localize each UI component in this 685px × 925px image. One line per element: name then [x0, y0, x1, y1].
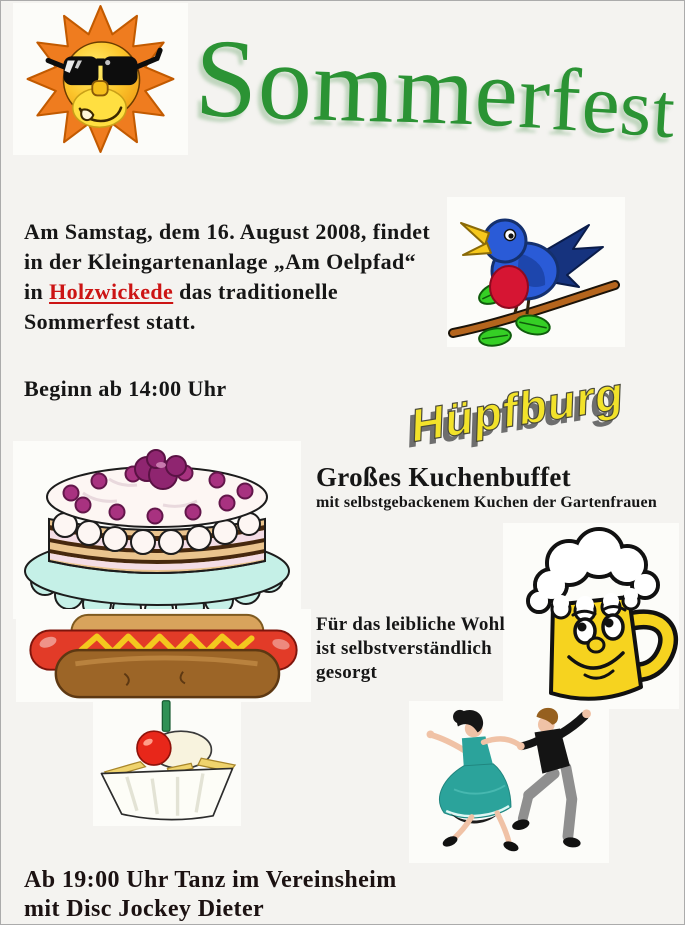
- dancing-couple-icon: [409, 701, 609, 863]
- title-letter: s: [617, 60, 656, 154]
- catering-block: [316, 613, 505, 685]
- intro-line-3-after: das traditionelle: [173, 279, 339, 304]
- huepfburg-wordart: Hüpfburg: [406, 366, 628, 452]
- buffet-subheading: mit selbstgebackenem Kuchen der Gartenfrauen: [316, 494, 657, 511]
- title-letter: e: [579, 56, 623, 153]
- bird-illustration: [447, 197, 625, 347]
- title-letter: m: [393, 31, 477, 147]
- title-letter: o: [256, 22, 315, 143]
- intro-line-3: [24, 277, 430, 307]
- buffet-heading: Großes Kuchenbuffet: [316, 462, 571, 492]
- hotdog-icon: [16, 609, 311, 702]
- location-highlight: Holzwickede: [49, 279, 174, 304]
- icecream-illustration: [93, 699, 241, 826]
- footer-block: [24, 866, 397, 924]
- catering-line-2: ist selbstverständlich: [316, 638, 493, 659]
- intro-line-3-before: in: [24, 279, 50, 304]
- intro-paragraph: [24, 217, 430, 337]
- intro-line-1: Am Samstag, dem 16. August 2008, findet: [24, 219, 431, 244]
- hotdog-illustration: [16, 609, 311, 702]
- buffet-block: [316, 462, 657, 513]
- dancers-illustration: [409, 701, 609, 863]
- title-letter: f: [548, 51, 584, 151]
- title-letter: S: [193, 16, 260, 142]
- intro-line-2: in der Kleingartenanlage „Am Oelpfad“: [24, 249, 417, 274]
- bluebird-icon: [447, 197, 625, 347]
- cake-icon: [13, 441, 301, 619]
- sun-icon: [13, 3, 188, 155]
- page-title: [193, 15, 685, 155]
- title-letter: t: [650, 67, 679, 155]
- title-letter: r: [516, 44, 553, 150]
- footer-line-1: Ab 19:00 Uhr Tanz im Vereinsheim: [24, 867, 397, 893]
- beer-mug-icon: [503, 523, 679, 709]
- title-letter: m: [311, 26, 398, 145]
- beer-illustration: [503, 523, 679, 709]
- man-dancer: [511, 708, 591, 849]
- foam: [528, 529, 658, 621]
- start-time-line: Beginn ab 14:00 Uhr: [24, 376, 227, 401]
- title-letter: e: [472, 38, 521, 148]
- woman-dancer: [427, 710, 521, 853]
- catering-line-1: Für das leibliche Wohl: [316, 614, 506, 635]
- icecream-icon: [93, 699, 241, 826]
- intro-line-4: Sommerfest statt.: [24, 309, 196, 334]
- cake-illustration: [13, 441, 301, 619]
- catering-line-3: gesorgt: [316, 662, 378, 683]
- sun-illustration: [13, 3, 188, 155]
- footer-line-2: mit Disc Jockey Dieter: [24, 896, 265, 922]
